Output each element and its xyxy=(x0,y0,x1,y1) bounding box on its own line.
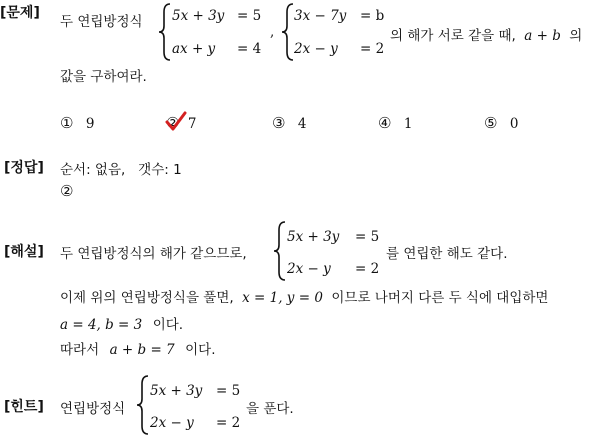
problem-system-1 xyxy=(172,8,275,58)
problem-tail-line xyxy=(390,24,582,44)
hint-system xyxy=(150,383,250,433)
left-brace-icon xyxy=(273,220,287,282)
solution-text: 따라서 xyxy=(60,342,100,358)
equation-lhs: 2x − y xyxy=(294,41,338,57)
problem-tail-text: 의 해가 서로 같을 때, xyxy=(390,28,516,44)
equation-lhs: ax + y xyxy=(172,41,216,57)
solution-math: a + b = 7 xyxy=(109,342,175,358)
problem-tail-math: a + b xyxy=(524,28,561,44)
choice-mark: ③ xyxy=(272,114,286,132)
solution-text: 이므로 나머지 다른 두 식에 대입하면 xyxy=(331,290,549,306)
solution-text: 이제 위의 연립방정식을 풀면, xyxy=(60,290,234,306)
left-brace-icon xyxy=(136,374,150,436)
solution-text: 이다. xyxy=(152,317,184,333)
choice-mark: ⑤ xyxy=(484,114,498,132)
equation-rhs: = 2 xyxy=(355,261,380,277)
solution-math: x = 1, y = 0 xyxy=(242,290,323,306)
solution-line-3 xyxy=(60,313,183,333)
equation-rhs: = 5 xyxy=(216,383,241,399)
hint-tail: 을 푼다. xyxy=(246,401,294,417)
choice-mark: ② xyxy=(166,114,180,132)
equation-rhs: = 2 xyxy=(360,41,385,57)
comma-separator: , xyxy=(270,24,275,40)
problem-tail-text-end: 의 xyxy=(569,28,583,44)
left-brace-icon xyxy=(281,2,295,62)
answer-heading: [정답] xyxy=(4,160,44,176)
problem-line-2: 값을 구하여라. xyxy=(60,69,147,85)
checkmark-icon xyxy=(164,110,188,132)
choice-value: 9 xyxy=(85,116,95,132)
choice-4[interactable] xyxy=(378,114,413,132)
solution-lead: 두 연립방정식의 해가 같으므로, xyxy=(60,246,247,262)
equation-lhs: 3x − 7y xyxy=(294,8,347,24)
choice-mark: ① xyxy=(60,114,74,132)
choice-1[interactable] xyxy=(60,114,95,132)
answer-mark: ② xyxy=(60,182,74,200)
hint-heading: [힌트] xyxy=(4,399,44,415)
equation-rhs: = 5 xyxy=(355,229,380,245)
hint-lead: 연립방정식 xyxy=(60,401,126,417)
solution-lead-tail: 를 연립한 해도 같다. xyxy=(386,246,508,262)
solution-line-2 xyxy=(60,286,548,306)
problem-lead-text: 두 연립방정식 xyxy=(60,14,143,30)
solution-line-4 xyxy=(60,338,215,358)
choice-mark: ④ xyxy=(378,114,392,132)
equation-lhs: 5x + 3y xyxy=(172,8,225,24)
choice-value: 1 xyxy=(403,116,413,132)
problem-heading: [문제] xyxy=(0,5,40,21)
choice-3[interactable] xyxy=(272,114,307,132)
problem-system-2 xyxy=(294,8,394,58)
solution-math: a = 4, b = 3 xyxy=(60,317,143,333)
solution-system xyxy=(287,229,387,279)
choice-value: 7 xyxy=(187,116,197,132)
choice-value: 0 xyxy=(509,116,519,132)
left-brace-icon xyxy=(158,2,172,62)
choice-value: 4 xyxy=(297,116,307,132)
equation-lhs: 5x + 3y xyxy=(287,229,340,245)
equation-lhs: 5x + 3y xyxy=(150,383,203,399)
solution-text: 이다. xyxy=(185,342,216,358)
choice-5[interactable] xyxy=(484,114,519,132)
equation-lhs: 2x − y xyxy=(287,261,331,277)
equation-rhs: = 2 xyxy=(216,415,241,431)
equation-rhs: = b xyxy=(360,8,385,24)
equation-rhs: = 4 xyxy=(237,41,262,57)
equation-rhs: = 5 xyxy=(237,8,262,24)
solution-heading: [해설] xyxy=(4,244,44,260)
answer-line: 순서: 없음, 갯수: 1 xyxy=(60,162,182,178)
equation-lhs: 2x − y xyxy=(150,415,194,431)
